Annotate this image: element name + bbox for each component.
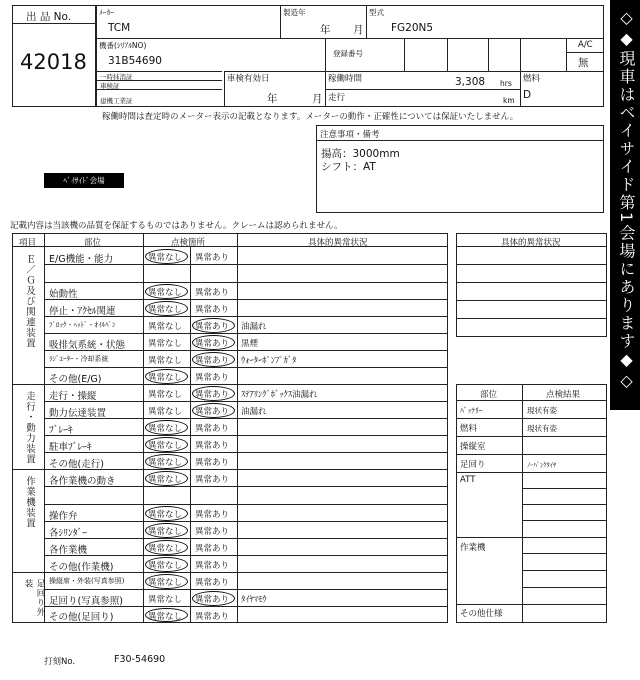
group-label: 足回り外装 (23, 579, 45, 617)
model-value: FG20N5 (391, 22, 434, 34)
status-some: 異常あり (195, 356, 230, 366)
status-some: 異常あり (195, 305, 230, 315)
status-some: 異常あり (195, 611, 230, 622)
stamp-label: 打刻No. (44, 657, 76, 667)
selected-status-oval (145, 574, 188, 589)
battery-value: 現状有姿 (527, 406, 557, 415)
status-some: 異常あり (195, 390, 230, 400)
row-part: その他(走行) (49, 458, 104, 470)
status-none: 異常なし (148, 510, 183, 520)
model-label: 型式 (369, 8, 384, 17)
status-some: 異常あり (195, 339, 230, 349)
status-none: 異常なし (148, 611, 183, 622)
status-some: 異常あり (195, 561, 230, 571)
status-none: 異常なし (148, 458, 183, 468)
ac-value: 無 (578, 57, 589, 69)
venue-tag: ﾍﾞｲｻｲﾄﾞ会場 (44, 173, 124, 188)
selected-status-oval (145, 249, 188, 264)
work-label: 作業機 (460, 543, 486, 553)
status-none: 異常なし (148, 339, 183, 349)
row-detail: 油漏れ (241, 407, 267, 417)
side-fuel-value: 現状有姿 (527, 424, 557, 433)
row-part: その他(E/G) (49, 373, 102, 385)
row-part: E/G機能・能力 (49, 253, 114, 265)
row-part: 始動性 (49, 288, 78, 300)
status-some: 異常あり (195, 458, 230, 468)
status-none: 異常なし (148, 390, 183, 400)
row-detail: ｽﾃｱﾘﾝｸﾞﾎﾞｯｸｽ油漏れ (241, 390, 318, 400)
row-detail: 黒煙 (241, 339, 259, 349)
fuel-value: D (523, 89, 532, 101)
selected-status-oval (145, 608, 188, 622)
selected-status-oval (192, 386, 235, 401)
status-none: 異常なし (148, 578, 183, 588)
mfg-month-unit: 月 (353, 24, 364, 36)
quality-notice: 記載内容は当該機の品質を保証するものではありません。クレームは認められません。 (10, 221, 343, 231)
distance-unit: km (503, 96, 515, 105)
group-label: Ｅ／Ｇ及び関連装置 (24, 254, 35, 349)
row-detail: ｳｫｰﾀｰﾎﾟﾝﾌﾟｶﾞﾀ (241, 356, 297, 366)
status-none: 異常なし (148, 322, 183, 332)
row-part: 各作業機の動き (49, 475, 116, 487)
status-some: 異常あり (195, 373, 230, 383)
row-part: ﾌﾞﾛｯｸ・ﾍｯﾄﾞ・ｵｲﾙﾊﾟﾝ (49, 320, 116, 329)
row-part: ﾗｼﾞｴｰﾀｰ・冷却系統 (49, 354, 109, 363)
remarks-label: 注意事項・備考 (320, 130, 380, 140)
status-none: 異常なし (148, 288, 183, 298)
status-some: 異常あり (195, 322, 230, 332)
mfg-year-unit: 年 (320, 24, 331, 36)
status-none: 異常なし (148, 424, 183, 434)
row-part: 操縦席・外装(写真参照) (49, 576, 125, 585)
status-none: 異常なし (148, 441, 183, 451)
row-part: その他(作業機) (49, 561, 114, 573)
group-label: 走行・動力装置 (24, 391, 35, 465)
serial-label: 機番(ｼﾘｱﾙNO) (99, 41, 147, 50)
side-detail-header: 具体的異常状況 (501, 238, 561, 248)
battery-label: ﾊﾞｯﾃﾘｰ (460, 406, 483, 415)
selected-status-oval (145, 540, 188, 555)
side-fuel-label: 燃料 (460, 424, 478, 434)
status-none: 異常なし (148, 407, 183, 417)
row-detail: ﾀｲﾔﾏﾓｳ (241, 595, 267, 605)
hours-unit: hrs (500, 79, 512, 88)
fuel-label: 燃料 (523, 74, 541, 84)
maker-value: TCM (108, 22, 131, 34)
selected-status-oval (145, 454, 188, 469)
row-part: 各ｼﾘﾝﾀﾞｰ (49, 527, 88, 539)
right-banner (610, 0, 640, 410)
selected-status-oval (145, 301, 188, 316)
remarks-line-2: シフト：AT (321, 161, 376, 173)
selected-status-oval (192, 335, 235, 350)
status-none: 異常なし (148, 544, 183, 554)
status-some: 異常あり (195, 578, 230, 588)
remarks-line-1: 揚高：3000mm (321, 148, 400, 160)
group-label: 作業機装置 (24, 476, 35, 529)
stamp-value: F30-54690 (114, 654, 166, 665)
lot-number-value: 42018 (20, 50, 87, 74)
mfg-year-label: 製造年 (283, 8, 306, 17)
construction-cert-label: 建機工業証 (100, 97, 133, 105)
row-part: 足回り(写真参照) (49, 595, 123, 607)
status-none: 異常なし (148, 253, 183, 263)
cab-label: 操縦室 (460, 442, 486, 452)
status-some: 異常あり (195, 510, 230, 520)
status-none: 異常なし (148, 356, 183, 366)
side-result-header: 点検結果 (546, 390, 581, 400)
row-part: 走行・操縦 (49, 390, 97, 402)
lot-number-label: 出 品 No. (26, 11, 72, 23)
status-none: 異常なし (148, 373, 183, 383)
hours-value: 3,308 (455, 76, 486, 88)
side-detail-box (456, 233, 607, 337)
status-none: 異常なし (148, 305, 183, 315)
row-part: 吸排気系統・状態 (49, 339, 126, 351)
status-some: 異常あり (195, 424, 230, 434)
inspection-year-unit: 年 (267, 93, 278, 105)
selected-status-oval (192, 591, 235, 606)
row-part: 操作弁 (49, 510, 78, 522)
row-detail: 油漏れ (241, 322, 267, 332)
maker-label: ﾒｰｶｰ (99, 8, 114, 17)
status-some: 異常あり (195, 475, 230, 485)
status-some: 異常あり (195, 595, 230, 605)
col-part-header: 部位 (84, 238, 102, 248)
status-some: 異常あり (195, 527, 230, 537)
side-part-header: 部位 (480, 390, 498, 400)
selected-status-oval (145, 557, 188, 572)
selected-status-oval (192, 318, 235, 333)
hours-label: 稼働時間 (328, 74, 363, 84)
registration-label: 登録番号 (333, 49, 363, 58)
selected-status-oval (145, 506, 188, 521)
row-part: 駐車ﾌﾞﾚｰｷ (49, 441, 92, 453)
selected-status-oval (145, 523, 188, 538)
col-item-header: 項目 (19, 238, 37, 248)
right-banner-text: ◇◆現車はベイサイド第1会場にあります◆◇ (617, 8, 636, 393)
ac-label: A/C (578, 40, 593, 50)
selected-status-oval (145, 420, 188, 435)
other-spec-label: その他仕様 (460, 609, 503, 619)
status-none: 異常なし (148, 475, 183, 485)
status-some: 異常あり (195, 253, 230, 263)
temp-cert-label: 一時抹消証 (100, 73, 133, 81)
row-part: 動力伝達装置 (49, 407, 107, 419)
distance-label: 走行 (328, 93, 346, 103)
selected-status-oval (192, 352, 235, 367)
selected-status-oval (145, 284, 188, 299)
inspection-valid-label: 車検有効日 (227, 74, 270, 84)
row-part: 各作業機 (49, 544, 88, 556)
tire-value: ﾉｰﾊﾟﾝｸﾀｲﾔ (527, 461, 557, 469)
selected-status-oval (192, 403, 235, 418)
tire-label: 足回り (460, 460, 486, 470)
status-none: 異常なし (148, 595, 183, 605)
row-part: その他(足回り) (49, 612, 114, 623)
att-label: ATT (460, 475, 476, 485)
status-some: 異常あり (195, 441, 230, 451)
row-part: ﾌﾞﾚｰｷ (49, 424, 73, 436)
status-some: 異常あり (195, 544, 230, 554)
row-part: 停止・ｱｸｾﾙ関連 (49, 305, 116, 317)
inspection-cert-label: 車検証 (100, 82, 120, 90)
col-check-header: 点検箇所 (171, 238, 206, 248)
status-some: 異常あり (195, 288, 230, 298)
status-none: 異常なし (148, 561, 183, 571)
hours-notice: 稼働時間は査定時のメーター表示の記載となります。メーターの動作・正確性については保証いたしません。 (102, 112, 519, 122)
status-none: 異常なし (148, 527, 183, 537)
status-some: 異常あり (195, 407, 230, 417)
inspection-month-unit: 月 (312, 93, 323, 105)
col-detail-header: 具体的異常状況 (308, 238, 368, 248)
serial-value: 31B54690 (108, 55, 162, 67)
selected-status-oval (145, 369, 188, 384)
selected-status-oval (145, 437, 188, 452)
selected-status-oval (145, 471, 188, 486)
